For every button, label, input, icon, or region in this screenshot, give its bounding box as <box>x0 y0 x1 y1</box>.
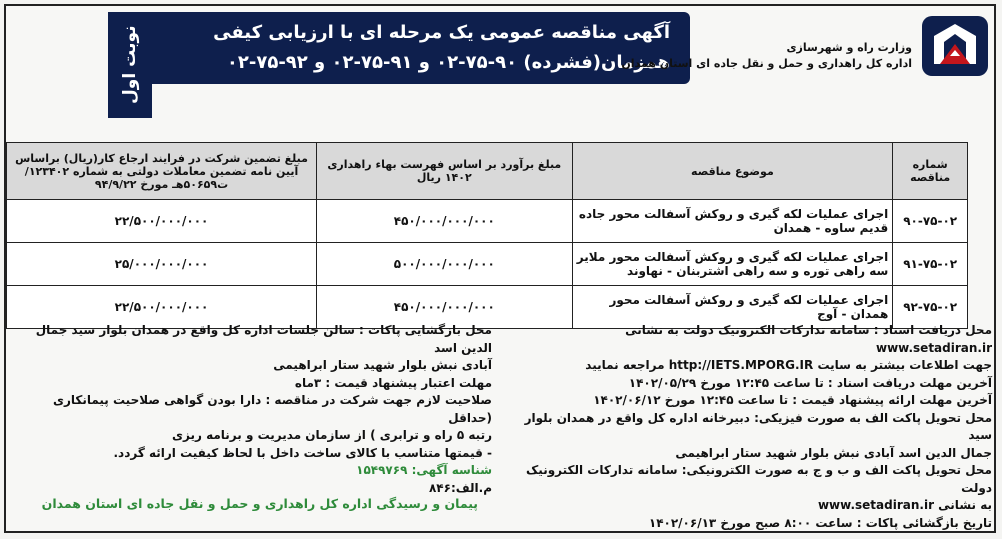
info-line: محل تحویل پاکت الف و ب و ج به صورت الکترونیکی: سامانه تدارکات الکترونیک دولت <box>526 463 992 495</box>
info-line: آبادی نبش بلوار شهید ستار ابراهیمی <box>273 358 492 372</box>
tender-guarantee: ۲۲/۵۰۰/۰۰۰/۰۰۰ <box>7 286 317 329</box>
tender-guarantee: ۲۵/۰۰۰/۰۰۰/۰۰۰ <box>7 243 317 286</box>
ad-title: آگهی مناقصه عمومی یک مرحله ای با ارزیابی کیفی همزمان(فشرده) ۹۰-۷۵-۰۲ و ۹۱-۷۵-۰۲ و ۹۲-۷۵-۰۲ <box>213 22 670 73</box>
ministry-logo-icon <box>920 14 990 78</box>
info-line: جهت اطلاعات بیشتر به سایت http://IETS.MPORG.IR مراجعه نمایید <box>585 358 992 372</box>
header-number: شماره مناقصه <box>893 143 968 200</box>
header-subject: موضوع مناقصه <box>572 143 893 200</box>
tender-subject: اجرای عملیات لکه گیری و روکش آسفالت محور ملایر سه راهی توره و سه راهی اشتربنان - نهاوند <box>572 243 893 286</box>
info-line: صلاحیت لازم جهت شرکت در مناقصه : دارا بودن گواهی صلاحیت پیمانکاری (حداقل <box>52 393 492 425</box>
organization-name <box>621 40 912 72</box>
info-line: به نشانی www.setadiran.ir <box>817 498 992 512</box>
tender-table <box>6 142 968 329</box>
table-header-row <box>7 143 968 200</box>
info-line: جمال الدین اسد آبادی نبش بلوار شهید ستار ابراهیمی <box>675 445 992 460</box>
tender-guarantee: ۲۲/۵۰۰/۰۰۰/۰۰۰ <box>7 200 317 243</box>
tender-number: ۹۲-۷۵-۰۲ <box>893 286 968 329</box>
footer-signature: پیمان و رسیدگی اداره کل راهداری و حمل و نقل جاده ای استان همدان <box>41 496 478 511</box>
tender-estimate: ۴۵۰/۰۰۰/۰۰۰/۰۰۰ <box>317 200 573 243</box>
tender-number: ۹۱-۷۵-۰۲ <box>893 243 968 286</box>
title-band <box>108 12 690 84</box>
info-line: محل دریافت اسناد : سامانه تدارکات الکترونیک دولت به نشانی www.setadiran.ir <box>625 323 992 355</box>
info-line: محل تحویل پاکت الف به صورت فیزیکی: دبیرخانه اداره کل واقع در همدان بلوار سید <box>524 410 992 442</box>
info-line: آخرین مهلت ارائه پیشنهاد قیمت : تا ساعت ۱۲:۴۵ مورخ ۱۴۰۲/۰۶/۱۲ <box>593 393 992 407</box>
table-row <box>7 200 968 243</box>
info-line: تاریخ بازگشائی پاکات : ساعت ۸:۰۰ صبح مورخ ۱۴۰۲/۰۶/۱۳ <box>648 515 992 530</box>
info-line: رتبه ۵ راه و ترابری ) از سازمان مدیریت و برنامه ریزی <box>172 428 492 442</box>
ministry-name: وزارت راه و شهرسازی <box>786 41 912 54</box>
first-publication-badge: نوبت اول <box>108 12 152 118</box>
reference-number: م.الف:۸۴۶ <box>428 480 492 495</box>
header-estimate: مبلغ برآورد بر اساس فهرست بهاء راهداری ۱۴۰۲ ریال <box>317 143 573 200</box>
info-line: محل بازگشایی پاکات : سالن جلسات اداره کل واقع در همدان بلوار سید جمال الدین اسد <box>35 323 492 355</box>
tender-estimate: ۴۵۰/۰۰۰/۰۰۰/۰۰۰ <box>317 286 573 329</box>
opening-details <box>14 322 492 497</box>
tender-number: ۹۰-۷۵-۰۲ <box>893 200 968 243</box>
department-name: اداره کل راهداری و حمل و نقل جاده ای استان همدان <box>621 57 912 70</box>
tender-subject: اجرای عملیات لکه گیری و روکش آسفالت محور همدان - آوج <box>572 286 893 329</box>
table-row <box>7 243 968 286</box>
ad-id: شناسه آگهی: ۱۵۴۹۷۶۹ <box>356 463 492 477</box>
tender-subject: اجرای عملیات لکه گیری و روکش آسفالت محور جاده قدیم ساوه - همدان <box>572 200 893 243</box>
info-line: مهلت اعتبار پیشنهاد قیمت : ۳ماه <box>294 375 492 390</box>
tender-estimate: ۵۰۰/۰۰۰/۰۰۰/۰۰۰ <box>317 243 573 286</box>
info-line: - قیمتها متناسب با کالای ساخت داخل با لحاظ کیفیت ارائه گردد. <box>113 445 492 460</box>
info-line: آخرین مهلت دریافت اسناد : تا ساعت ۱۲:۴۵ مورخ ۱۴۰۲/۰۵/۲۹ <box>628 375 992 390</box>
document-details <box>516 322 992 532</box>
header-guarantee: مبلغ تضمین شرکت در فرایند ارجاع کار(ریال) براساس آیین نامه تضمین معاملات دولتی به شماره ۱۲۳۴۰۲/ت۵۰۶۵۹هـ مورخ ۹۴/۹/۲۲ <box>7 143 317 200</box>
